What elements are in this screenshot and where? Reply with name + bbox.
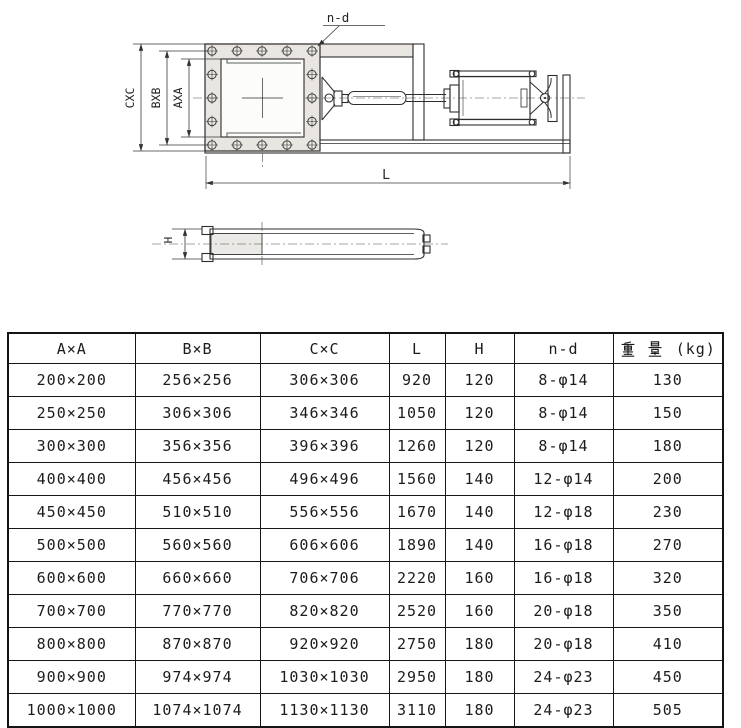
table-row: [8, 364, 723, 397]
dim-label-bxb: BXB: [149, 87, 163, 109]
table-row: [8, 430, 723, 463]
table-cell: 1050: [389, 397, 445, 430]
table-cell: 306×306: [260, 364, 389, 397]
table-cell: 450: [613, 661, 723, 694]
table-cell: 1260: [389, 430, 445, 463]
technical-drawing: [0, 0, 741, 322]
table-cell: 3110: [389, 694, 445, 728]
table-row: [8, 595, 723, 628]
table-cell: 300×300: [8, 430, 135, 463]
table-cell: 800×800: [8, 628, 135, 661]
table-cell: 820×820: [260, 595, 389, 628]
col-header-cxc: C×C: [260, 333, 389, 364]
col-header-l: L: [389, 333, 445, 364]
table-cell: 120: [445, 364, 514, 397]
table-cell: 180: [445, 694, 514, 728]
table-cell: 306×306: [135, 397, 260, 430]
table-cell: 456×456: [135, 463, 260, 496]
tie-rod-top: [454, 71, 536, 77]
table-cell: 1670: [389, 496, 445, 529]
table-cell: 496×496: [260, 463, 389, 496]
table-cell: 130: [613, 364, 723, 397]
table-row: [8, 694, 723, 728]
dim-label-axa: AXA: [171, 87, 185, 109]
table-cell: 12-φ14: [514, 463, 613, 496]
table-cell: 180: [613, 430, 723, 463]
table-cell: 2220: [389, 562, 445, 595]
table-cell: 510×510: [135, 496, 260, 529]
kanji-liang-weight: [647, 341, 663, 357]
col-header-bxb: B×B: [135, 333, 260, 364]
weight-unit-label: (kg): [675, 339, 716, 358]
table-cell: 16-φ18: [514, 562, 613, 595]
table-row: [8, 496, 723, 529]
table-cell: 320: [613, 562, 723, 595]
table-cell: 200×200: [8, 364, 135, 397]
table-cell: 400×400: [8, 463, 135, 496]
table-cell: 2950: [389, 661, 445, 694]
table-cell: 250×250: [8, 397, 135, 430]
table-cell: 1130×1130: [260, 694, 389, 728]
table-cell: 974×974: [135, 661, 260, 694]
table-cell: 920: [389, 364, 445, 397]
table-cell: 200: [613, 463, 723, 496]
table-cell: 180: [445, 628, 514, 661]
dim-label-cxc: CXC: [123, 87, 137, 109]
table-cell: 1030×1030: [260, 661, 389, 694]
table-cell: 16-φ18: [514, 529, 613, 562]
nd-label: n-d: [326, 10, 350, 25]
table-cell: 560×560: [135, 529, 260, 562]
table-row: [8, 397, 723, 430]
table-cell: 660×660: [135, 562, 260, 595]
table-cell: 140: [445, 529, 514, 562]
table-cell: 180: [445, 661, 514, 694]
table-cell: 920×920: [260, 628, 389, 661]
table-cell: 20-φ18: [514, 595, 613, 628]
dimensions: [133, 26, 570, 260]
table-cell: 505: [613, 694, 723, 728]
table-cell: 1074×1074: [135, 694, 260, 728]
table-cell: 120: [445, 430, 514, 463]
table-row: [8, 628, 723, 661]
side-view: [152, 222, 448, 266]
table-cell: 350: [613, 595, 723, 628]
table-cell: 396×396: [260, 430, 389, 463]
right-wall: [563, 75, 570, 153]
table-row: [8, 562, 723, 595]
front-view: [193, 44, 585, 168]
table-cell: 900×900: [8, 661, 135, 694]
col-header-h: H: [445, 333, 514, 364]
table-cell: 556×556: [260, 496, 389, 529]
table-cell: 356×356: [135, 430, 260, 463]
table-cell: 230: [613, 496, 723, 529]
table-cell: 8-φ14: [514, 397, 613, 430]
col-header-axa: A×A: [8, 333, 135, 364]
table-cell: 24-φ23: [514, 661, 613, 694]
table-cell: 8-φ14: [514, 364, 613, 397]
tie-rod-bottom: [454, 119, 536, 125]
col-header-nd: n-d: [514, 333, 613, 364]
table-cell: 600×600: [8, 562, 135, 595]
table-cell: 700×700: [8, 595, 135, 628]
table-header-row: [8, 333, 723, 364]
table-row: [8, 661, 723, 694]
spec-table-body: [8, 364, 723, 728]
table-cell: 160: [445, 562, 514, 595]
col-header-weight: [613, 333, 723, 364]
rod-neck: [342, 95, 348, 103]
dim-label-l: L: [382, 168, 390, 183]
table-cell: 8-φ14: [514, 430, 613, 463]
table-cell: 606×606: [260, 529, 389, 562]
nd-leader: [318, 26, 339, 46]
cylinder-front-cap: [444, 89, 450, 108]
table-cell: 1000×1000: [8, 694, 135, 728]
table-row: [8, 529, 723, 562]
support-bracket: [413, 44, 424, 140]
table-cell: 12-φ18: [514, 496, 613, 529]
table-cell: 1560: [389, 463, 445, 496]
table-cell: 150: [613, 397, 723, 430]
table-cell: 1890: [389, 529, 445, 562]
table-cell: 2520: [389, 595, 445, 628]
kanji-zhong-weight: [620, 341, 636, 357]
table-cell: 770×770: [135, 595, 260, 628]
spec-table: [7, 332, 724, 728]
table-cell: 140: [445, 463, 514, 496]
table-cell: 24-φ23: [514, 694, 613, 728]
table-cell: 2750: [389, 628, 445, 661]
table-cell: 120: [445, 397, 514, 430]
table-cell: 160: [445, 595, 514, 628]
table-cell: 256×256: [135, 364, 260, 397]
table-row: [8, 463, 723, 496]
table-cell: 706×706: [260, 562, 389, 595]
table-cell: 346×346: [260, 397, 389, 430]
table-cell: 410: [613, 628, 723, 661]
table-cell: 20-φ18: [514, 628, 613, 661]
dim-label-h: H: [162, 236, 175, 244]
table-cell: 140: [445, 496, 514, 529]
table-cell: 270: [613, 529, 723, 562]
table-cell: 870×870: [135, 628, 260, 661]
table-cell: 450×450: [8, 496, 135, 529]
rod-block: [334, 91, 342, 106]
table-cell: 500×500: [8, 529, 135, 562]
